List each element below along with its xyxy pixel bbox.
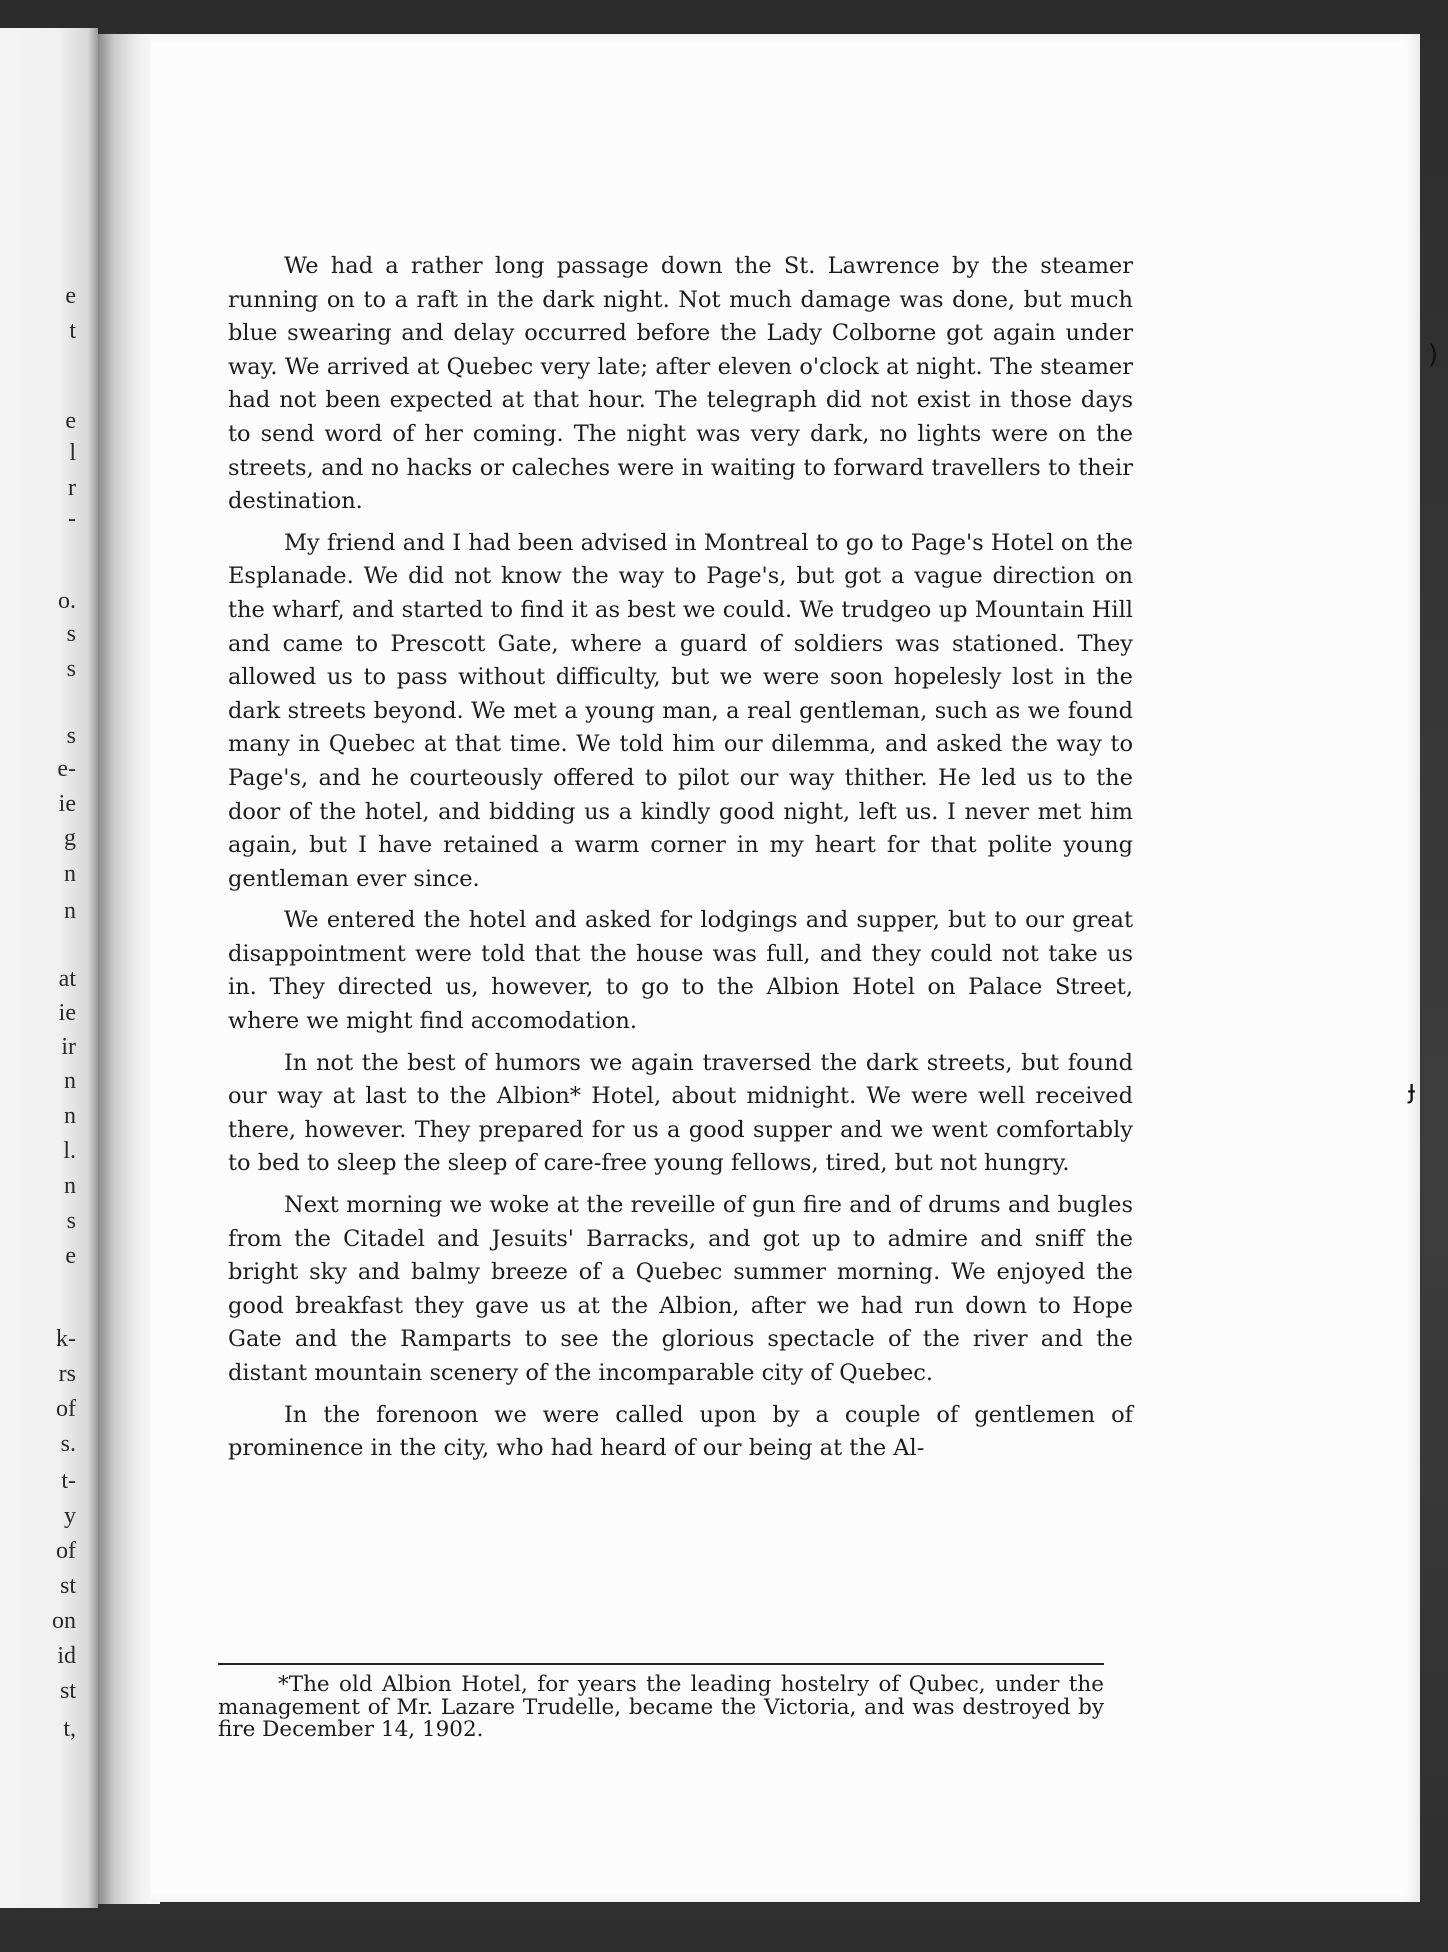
facing-page-fragment: s.: [60, 1431, 76, 1457]
paragraph: In not the best of humors we again traversed the dark streets, but found our way at last to the Albion* Hotel, about midnight. We were well received there, however. They prepared for us a good supper and we went comfortably to bed to sleep the sleep of care-free young fellows, tired, but not hungry.: [228, 1049, 1133, 1177]
facing-page-fragment: e: [65, 408, 76, 434]
facing-page-fragment: y: [64, 1503, 76, 1529]
paragraph: Next morning we woke at the reveille of gun fire and of drums and bugles from the Citadel and Jesuits' Barracks, and got up to admire and sniff the bright sky and balmy breeze of a Quebec summer morning. We enjoyed the good breakfast they gave us at the Albion, after we had run down to Hope Gate and the Ramparts to see the glorious spectacle of the river and the distant mountain scenery of the incomparable city of Quebec.: [228, 1192, 1133, 1386]
facing-page-fragment: e-: [57, 756, 76, 782]
facing-page-fragment: l: [69, 440, 76, 466]
facing-page-fragment: t-: [61, 1468, 76, 1494]
facing-page-fragment: st: [59, 1573, 76, 1599]
facing-page-fragment: t,: [63, 1716, 76, 1742]
scan-artifact-mark: ɟ: [1408, 1075, 1416, 1105]
facing-page-fragment: at: [58, 966, 76, 992]
facing-page-fragment: n: [64, 861, 76, 887]
facing-page-fragment: on: [52, 1608, 76, 1634]
facing-page-fragment: st: [59, 1678, 76, 1704]
facing-page-fragment: k-: [56, 1326, 76, 1352]
facing-page-fragment: t: [69, 318, 76, 344]
facing-page-fragment: n: [64, 1173, 76, 1199]
paragraph: We had a rather long passage down the St. Lawrence by the steamer running on to a raft in the dark night. Not much damage was done, but much blue swearing and delay occurred before the Lady Colborne got again under way. We arrived at Quebec very late; after eleven o'clock at night. The steamer had not been expected at that hour. The telegraph did not exist in those days to send word of her coming. The night was very dark, no lights were on the streets, and no hacks or caleches were in waiting to forward travellers to their destination.: [228, 253, 1133, 515]
paragraph: We entered the hotel and asked for lodgings and supper, but to our great disappointment were told that the house was full, and they could not take us in. They directed us, however, to go to the Albion Hotel on Palace Street, where we might find accomodation.: [228, 907, 1133, 1035]
scan-artifact-mark: ): [1428, 340, 1439, 370]
facing-page-fragment: s: [66, 656, 76, 682]
facing-page-edge: [0, 28, 98, 1908]
facing-page-fragment: n: [64, 898, 76, 924]
footnote: *The old Albion Hotel, for years the leading hostelry of Qubec, under the management of Mr. Lazare Trudelle, became the Victoria, and was destroyed by fire December 14, 1902.: [218, 1672, 1104, 1742]
facing-page-fragment: n: [64, 1068, 76, 1094]
facing-page-fragment: ir: [61, 1034, 76, 1060]
facing-page-fragment: e: [65, 283, 76, 309]
facing-page-fragment: e: [65, 1243, 76, 1269]
paragraph: My friend and I had been advised in Montreal to go to Page's Hotel on the Esplanade. We did not know the way to Page's, but got a vague direction on the wharf, and started to find it as best we could. We trudgeo up Mountain Hill and came to Prescott Gate, where a guard of soldiers was stationed. They allowed us to pass without difficulty, but we were soon hopelesly lost in the dark streets beyond. We met a young man, a real gentleman, such as we found many in Quebec at that time. We told him our dilemma, and asked the way to Page's, and he courteously offered to pilot our way thither. He led us to the door of the hotel, and bidding us a kindly good night, left us. I never met him again, but I have retained a warm corner in my heart for that polite young gentleman ever since.: [228, 529, 1133, 892]
facing-page-fragment: o.: [58, 588, 76, 614]
paragraph: In the forenoon we were called upon by a couple of gentlemen of prominence in the city, who had heard of our being at the Al-: [228, 1401, 1133, 1462]
facing-page-fragment: of: [56, 1538, 76, 1564]
facing-page-fragment: ie: [58, 791, 76, 817]
facing-page-fragment: g: [64, 825, 76, 851]
facing-page-fragment: l.: [63, 1138, 76, 1164]
facing-page-fragment: s: [66, 621, 76, 647]
footnote-divider: [218, 1663, 1104, 1665]
facing-page-fragment: n: [64, 1103, 76, 1129]
facing-page-fragment: of: [56, 1396, 76, 1422]
facing-page-fragment: rs: [58, 1361, 76, 1387]
facing-page-fragment: s: [66, 1208, 76, 1234]
facing-page-fragment: r: [68, 475, 76, 501]
facing-page-fragment: s: [66, 723, 76, 749]
facing-page-fragment: -: [68, 506, 76, 532]
facing-page-fragment: id: [57, 1643, 76, 1669]
page-body-text: [228, 250, 1133, 1474]
facing-page-fragment: ie: [58, 1000, 76, 1026]
